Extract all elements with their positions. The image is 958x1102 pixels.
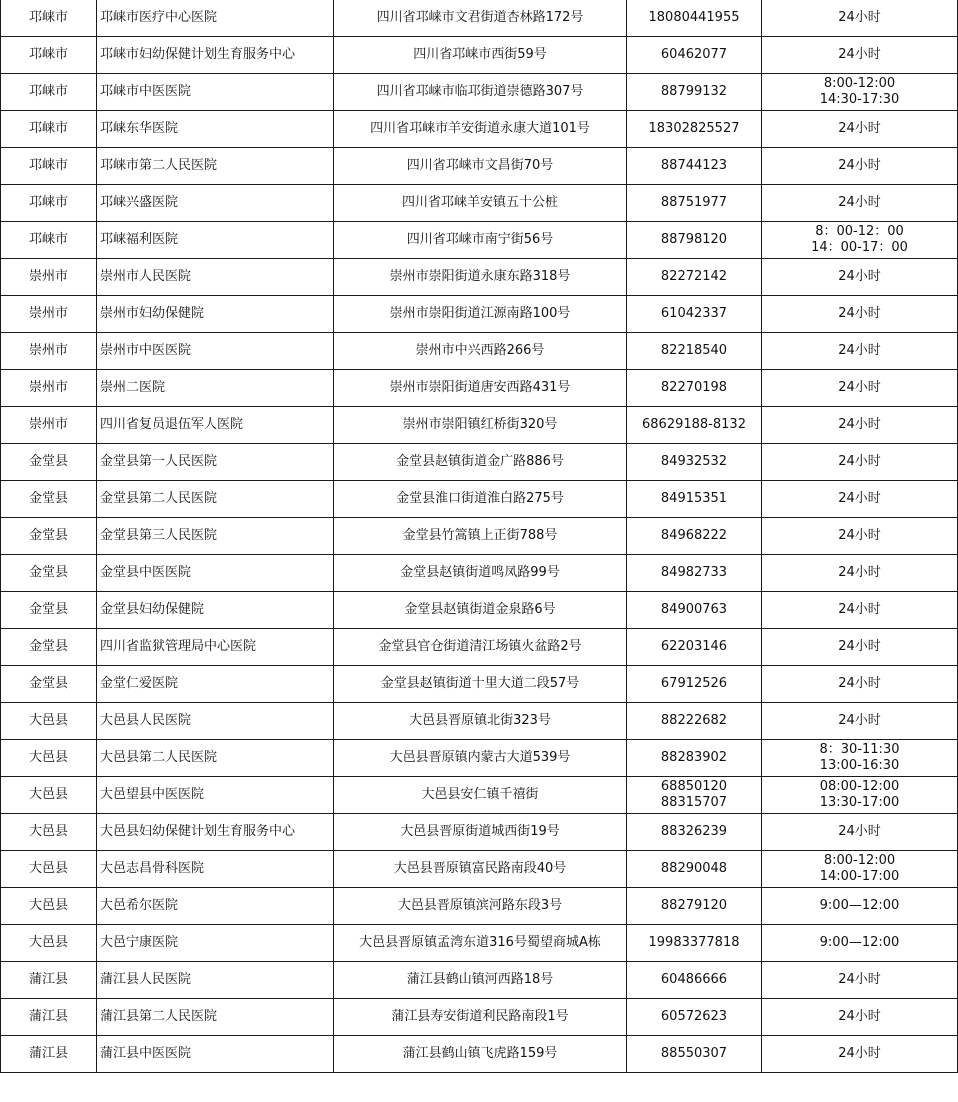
hours-cell-line: 14:00-17:00 <box>819 869 900 884</box>
hours-cell <box>762 851 958 888</box>
address-cell: 金堂县官仓街道清江场镇火盆路2号 <box>334 629 627 666</box>
phone-cell <box>627 1036 762 1073</box>
address-cell: 崇州市崇阳街道永康东路318号 <box>334 259 627 296</box>
hours-cell-line: 13:30-17:00 <box>819 795 900 810</box>
city-cell: 大邑县 <box>1 888 97 925</box>
hospital-name-cell: 大邑宁康医院 <box>97 925 334 962</box>
hours-cell <box>762 444 958 481</box>
table-row <box>1 296 958 333</box>
hours-cell-line: 24小时 <box>838 565 881 580</box>
hospital-name-cell: 大邑希尔医院 <box>97 888 334 925</box>
phone-cell-line: 62203146 <box>660 639 728 654</box>
hospital-name-cell: 邛崃兴盛医院 <box>97 185 334 222</box>
table-row <box>1 814 958 851</box>
phone-cell-line: 19983377818 <box>648 935 740 950</box>
phone-cell <box>627 518 762 555</box>
hours-cell-line: 8:00-12:00 <box>823 853 896 868</box>
phone-cell <box>627 703 762 740</box>
hours-cell <box>762 999 958 1036</box>
address-cell: 崇州市崇阳街道江源南路100号 <box>334 296 627 333</box>
phone-cell-line: 88283902 <box>660 750 728 765</box>
address-cell: 四川省邛崃市临邛街道崇德路307号 <box>334 74 627 111</box>
phone-cell-line: 88279120 <box>660 898 728 913</box>
address-cell: 四川省邛崃市南宁街56号 <box>334 222 627 259</box>
table-row <box>1 481 958 518</box>
address-cell: 四川省邛崃市羊安街道永康大道101号 <box>334 111 627 148</box>
hours-cell <box>762 666 958 703</box>
city-cell: 蒲江县 <box>1 1036 97 1073</box>
phone-cell <box>627 148 762 185</box>
hours-cell-line: 24小时 <box>838 713 881 728</box>
city-cell: 崇州市 <box>1 296 97 333</box>
hospital-name-cell: 大邑志昌骨科医院 <box>97 851 334 888</box>
hours-cell <box>762 0 958 37</box>
address-cell: 金堂县赵镇街道金广路886号 <box>334 444 627 481</box>
hours-cell <box>762 407 958 444</box>
hours-cell-line: 24小时 <box>838 1009 881 1024</box>
phone-cell-line: 88744123 <box>660 158 728 173</box>
hours-cell <box>762 296 958 333</box>
hours-cell-line: 24小时 <box>838 1046 881 1061</box>
address-cell: 崇州市中兴西路266号 <box>334 333 627 370</box>
phone-cell <box>627 222 762 259</box>
address-cell: 蒲江县寿安街道利民路南段1号 <box>334 999 627 1036</box>
table-row <box>1 222 958 259</box>
hours-cell <box>762 814 958 851</box>
hours-cell <box>762 1036 958 1073</box>
table-row <box>1 888 958 925</box>
table-row <box>1 925 958 962</box>
city-cell: 崇州市 <box>1 333 97 370</box>
hours-cell-line: 24小时 <box>838 417 881 432</box>
city-cell: 大邑县 <box>1 814 97 851</box>
phone-cell <box>627 481 762 518</box>
city-cell: 蒲江县 <box>1 999 97 1036</box>
city-cell: 金堂县 <box>1 555 97 592</box>
table-row <box>1 999 958 1036</box>
phone-cell-line: 84932532 <box>660 454 728 469</box>
city-cell: 金堂县 <box>1 666 97 703</box>
phone-cell <box>627 74 762 111</box>
hours-cell <box>762 592 958 629</box>
city-cell: 金堂县 <box>1 629 97 666</box>
hours-cell-line: 8：00-12：00 <box>815 224 904 239</box>
table-row <box>1 259 958 296</box>
hospital-name-cell: 崇州市妇幼保健院 <box>97 296 334 333</box>
city-cell: 邛崃市 <box>1 148 97 185</box>
table-row <box>1 851 958 888</box>
table-row <box>1 185 958 222</box>
hospital-name-cell: 金堂仁爱医院 <box>97 666 334 703</box>
phone-cell-line: 82218540 <box>660 343 728 358</box>
address-cell: 大邑县晋原镇内蒙古大道539号 <box>334 740 627 777</box>
address-cell: 四川省邛崃市文君街道杏林路172号 <box>334 0 627 37</box>
address-cell: 四川省邛崃市西街59号 <box>334 37 627 74</box>
hours-cell-line: 24小时 <box>838 491 881 506</box>
city-cell: 金堂县 <box>1 592 97 629</box>
hospital-name-cell: 蒲江县中医医院 <box>97 1036 334 1073</box>
phone-cell <box>627 814 762 851</box>
phone-cell <box>627 851 762 888</box>
hospital-name-cell: 金堂县妇幼保健院 <box>97 592 334 629</box>
phone-cell-line: 84982733 <box>660 565 728 580</box>
phone-cell-line: 61042337 <box>660 306 728 321</box>
hours-cell-line: 24小时 <box>838 602 881 617</box>
hours-cell-line: 13:00-16:30 <box>819 758 900 773</box>
hospital-name-cell: 蒲江县第二人民医院 <box>97 999 334 1036</box>
hours-cell <box>762 777 958 814</box>
hours-cell <box>762 740 958 777</box>
phone-cell <box>627 555 762 592</box>
hours-cell-line: 24小时 <box>838 10 881 25</box>
city-cell: 邛崃市 <box>1 37 97 74</box>
hospital-name-cell: 大邑县第二人民医院 <box>97 740 334 777</box>
city-cell: 大邑县 <box>1 740 97 777</box>
city-cell: 崇州市 <box>1 407 97 444</box>
hours-cell-line: 14：00-17：00 <box>811 240 908 255</box>
hours-cell <box>762 370 958 407</box>
city-cell: 邛崃市 <box>1 185 97 222</box>
hours-cell <box>762 333 958 370</box>
phone-cell-line: 60462077 <box>660 47 728 62</box>
hours-cell-line: 24小时 <box>838 158 881 173</box>
hospital-name-cell: 大邑县人民医院 <box>97 703 334 740</box>
phone-cell <box>627 629 762 666</box>
hours-cell-line: 24小时 <box>838 269 881 284</box>
hospital-name-cell: 邛崃东华医院 <box>97 111 334 148</box>
hours-cell <box>762 629 958 666</box>
address-cell: 蒲江县鹤山镇河西路18号 <box>334 962 627 999</box>
hours-cell-line: 24小时 <box>838 343 881 358</box>
table-row <box>1 0 958 37</box>
phone-cell-line: 88798120 <box>660 232 728 247</box>
hospital-name-cell: 邛崃市第二人民医院 <box>97 148 334 185</box>
phone-cell <box>627 999 762 1036</box>
hours-cell <box>762 74 958 111</box>
city-cell: 大邑县 <box>1 703 97 740</box>
hospital-name-cell: 金堂县第一人民医院 <box>97 444 334 481</box>
table-row <box>1 518 958 555</box>
hours-cell-line: 24小时 <box>838 306 881 321</box>
hospital-name-cell: 邛崃市中医医院 <box>97 74 334 111</box>
phone-cell <box>627 962 762 999</box>
table-row <box>1 962 958 999</box>
phone-cell-line: 84968222 <box>660 528 728 543</box>
address-cell: 崇州市崇阳街道唐安西路431号 <box>334 370 627 407</box>
table-row <box>1 370 958 407</box>
phone-cell <box>627 259 762 296</box>
phone-cell-line: 18080441955 <box>648 10 740 25</box>
address-cell: 大邑县晋原镇孟湾东道316号蜀望商城A栋 <box>334 925 627 962</box>
table-row <box>1 629 958 666</box>
city-cell: 崇州市 <box>1 259 97 296</box>
phone-cell-line: 88290048 <box>660 861 728 876</box>
hospital-name-cell: 蒲江县人民医院 <box>97 962 334 999</box>
table-row <box>1 666 958 703</box>
hospital-name-cell: 邛崃市医疗中心医院 <box>97 0 334 37</box>
address-cell: 大邑县晋原镇滨河路东段3号 <box>334 888 627 925</box>
address-cell: 金堂县赵镇街道鸣凤路99号 <box>334 555 627 592</box>
hours-cell <box>762 555 958 592</box>
table-row <box>1 333 958 370</box>
address-cell: 四川省邛崃市文昌街70号 <box>334 148 627 185</box>
hospital-name-cell: 大邑县妇幼保健计划生育服务中心 <box>97 814 334 851</box>
phone-cell-line: 88550307 <box>660 1046 728 1061</box>
address-cell: 大邑县安仁镇千禧街 <box>334 777 627 814</box>
phone-cell <box>627 370 762 407</box>
hours-cell-line: 24小时 <box>838 676 881 691</box>
table-row <box>1 148 958 185</box>
city-cell: 金堂县 <box>1 444 97 481</box>
hospital-name-cell: 崇州二医院 <box>97 370 334 407</box>
phone-cell <box>627 185 762 222</box>
hours-cell <box>762 518 958 555</box>
hours-cell-line: 24小时 <box>838 454 881 469</box>
table-row <box>1 592 958 629</box>
phone-cell <box>627 740 762 777</box>
hospital-name-cell: 金堂县第三人民医院 <box>97 518 334 555</box>
phone-cell <box>627 888 762 925</box>
city-cell: 邛崃市 <box>1 111 97 148</box>
hospital-name-cell: 邛崃福利医院 <box>97 222 334 259</box>
address-cell: 金堂县赵镇街道金泉路6号 <box>334 592 627 629</box>
hours-cell-line: 14:30-17:30 <box>819 92 900 107</box>
address-cell: 金堂县赵镇街道十里大道二段57号 <box>334 666 627 703</box>
hours-cell <box>762 481 958 518</box>
phone-cell <box>627 407 762 444</box>
phone-cell-line: 18302825527 <box>648 121 740 136</box>
table-row <box>1 703 958 740</box>
table-row <box>1 777 958 814</box>
hours-cell-line: 8：30-11:30 <box>819 742 900 757</box>
hours-cell-line: 24小时 <box>838 195 881 210</box>
phone-cell-line: 84900763 <box>660 602 728 617</box>
phone-cell <box>627 592 762 629</box>
city-cell: 金堂县 <box>1 481 97 518</box>
hospital-name-cell: 崇州市中医医院 <box>97 333 334 370</box>
hours-cell <box>762 259 958 296</box>
hours-cell <box>762 148 958 185</box>
phone-cell-line: 68850120 <box>660 779 728 794</box>
table-row <box>1 555 958 592</box>
phone-cell-line: 88751977 <box>660 195 728 210</box>
phone-cell-line: 88315707 <box>660 795 728 810</box>
phone-cell <box>627 0 762 37</box>
table-row <box>1 407 958 444</box>
hours-cell-line: 24小时 <box>838 121 881 136</box>
table-row <box>1 444 958 481</box>
address-cell: 大邑县晋原镇北街323号 <box>334 703 627 740</box>
phone-cell <box>627 333 762 370</box>
city-cell: 大邑县 <box>1 925 97 962</box>
hospital-name-cell: 金堂县中医医院 <box>97 555 334 592</box>
city-cell: 金堂县 <box>1 518 97 555</box>
hospital-table-body <box>1 0 958 1073</box>
hours-cell <box>762 925 958 962</box>
hours-cell-line: 9:00—12:00 <box>819 935 900 950</box>
address-cell: 大邑县晋原镇富民路南段40号 <box>334 851 627 888</box>
hours-cell <box>762 222 958 259</box>
phone-cell <box>627 296 762 333</box>
table-row <box>1 111 958 148</box>
hospital-name-cell: 大邑望县中医医院 <box>97 777 334 814</box>
hospital-name-cell: 崇州市人民医院 <box>97 259 334 296</box>
hours-cell <box>762 962 958 999</box>
phone-cell-line: 82270198 <box>660 380 728 395</box>
hours-cell <box>762 703 958 740</box>
city-cell: 邛崃市 <box>1 0 97 37</box>
address-cell: 金堂县淮口街道淮白路275号 <box>334 481 627 518</box>
table-row <box>1 37 958 74</box>
address-cell: 崇州市崇阳镇红桥街320号 <box>334 407 627 444</box>
hours-cell-line: 8:00-12:00 <box>823 76 896 91</box>
hours-cell <box>762 111 958 148</box>
table-row <box>1 1036 958 1073</box>
phone-cell-line: 84915351 <box>660 491 728 506</box>
hours-cell-line: 24小时 <box>838 380 881 395</box>
city-cell: 邛崃市 <box>1 74 97 111</box>
hours-cell <box>762 37 958 74</box>
phone-cell-line: 67912526 <box>660 676 728 691</box>
phone-cell <box>627 111 762 148</box>
hours-cell-line: 24小时 <box>838 639 881 654</box>
hospital-name-cell: 金堂县第二人民医院 <box>97 481 334 518</box>
hours-cell <box>762 185 958 222</box>
phone-cell-line: 82272142 <box>660 269 728 284</box>
city-cell: 崇州市 <box>1 370 97 407</box>
phone-cell <box>627 666 762 703</box>
hospital-name-cell: 邛崃市妇幼保健计划生育服务中心 <box>97 37 334 74</box>
hours-cell-line: 24小时 <box>838 972 881 987</box>
phone-cell-line: 88326239 <box>660 824 728 839</box>
city-cell: 大邑县 <box>1 851 97 888</box>
hours-cell-line: 08:00-12:00 <box>819 779 900 794</box>
hours-cell-line: 24小时 <box>838 528 881 543</box>
phone-cell-line: 60572623 <box>660 1009 728 1024</box>
table-row <box>1 740 958 777</box>
city-cell: 邛崃市 <box>1 222 97 259</box>
phone-cell-line: 68629188-8132 <box>642 417 746 432</box>
address-cell: 四川省邛崃羊安镇五十公桩 <box>334 185 627 222</box>
phone-cell <box>627 444 762 481</box>
hours-cell <box>762 888 958 925</box>
hours-cell-line: 24小时 <box>838 824 881 839</box>
city-cell: 大邑县 <box>1 777 97 814</box>
phone-cell <box>627 37 762 74</box>
phone-cell-line: 88799132 <box>660 84 728 99</box>
phone-cell <box>627 925 762 962</box>
hospital-name-cell: 四川省监狱管理局中心医院 <box>97 629 334 666</box>
address-cell: 金堂县竹篙镇上正街788号 <box>334 518 627 555</box>
hours-cell-line: 24小时 <box>838 47 881 62</box>
address-cell: 蒲江县鹤山镇飞虎路159号 <box>334 1036 627 1073</box>
hospital-name-cell: 四川省复员退伍军人医院 <box>97 407 334 444</box>
hours-cell-line: 9:00—12:00 <box>819 898 900 913</box>
phone-cell-line: 88222682 <box>660 713 728 728</box>
phone-cell-line: 60486666 <box>660 972 728 987</box>
table-row <box>1 74 958 111</box>
phone-cell <box>627 777 762 814</box>
city-cell: 蒲江县 <box>1 962 97 999</box>
address-cell: 大邑县晋原街道城西街19号 <box>334 814 627 851</box>
